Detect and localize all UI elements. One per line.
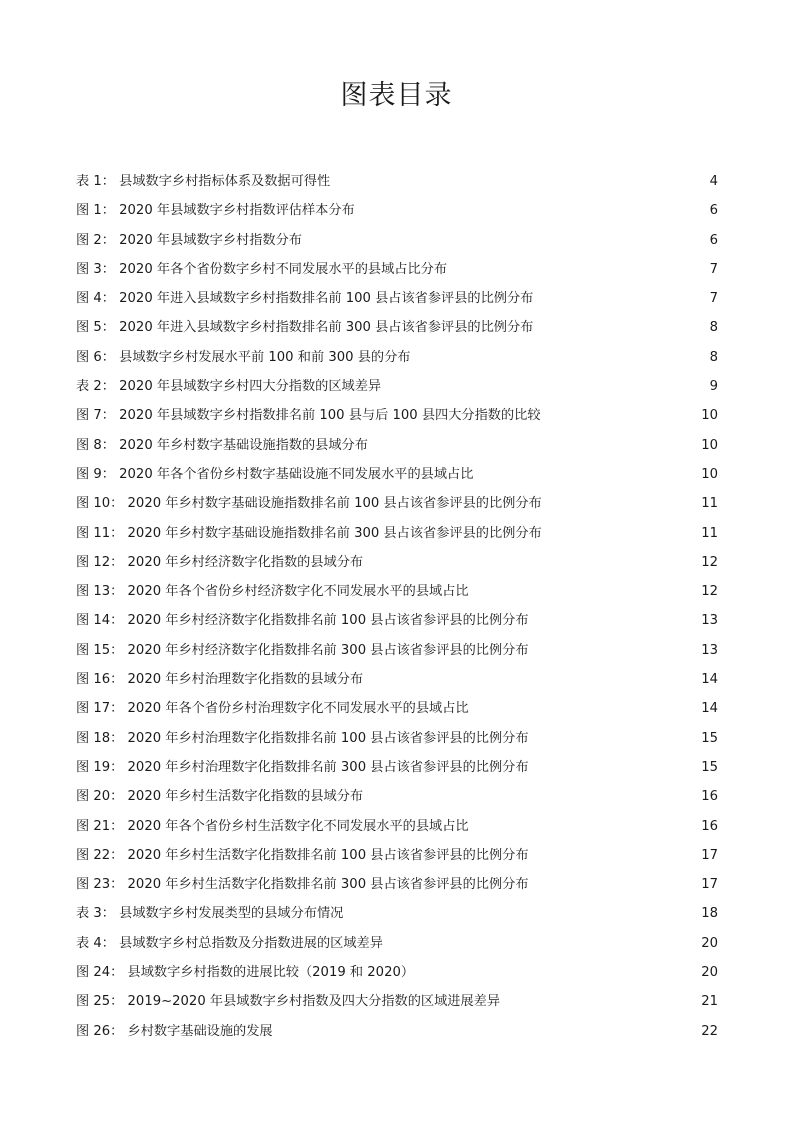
toc-entry[interactable] — [76, 226, 718, 255]
toc-entry-page-number: 20 — [701, 965, 718, 981]
toc-entry[interactable] — [76, 899, 718, 928]
toc-entry-label: 图 5： 2020 年进入县域数字乡村指数排名前 300 县占该省参评县的比例分布 — [76, 320, 534, 336]
toc-entry-page-number: 22 — [701, 1023, 718, 1039]
toc-entry-label: 图 20： 2020 年乡村生活数字化指数的县域分布 — [76, 789, 364, 805]
table-of-figures — [76, 167, 718, 1046]
toc-entry[interactable] — [76, 196, 718, 225]
toc-entry-label: 图 19： 2020 年乡村治理数字化指数排名前 300 县占该省参评县的比例分布 — [76, 759, 529, 775]
toc-entry-label: 图 16： 2020 年乡村治理数字化指数的县域分布 — [76, 672, 364, 688]
toc-entry-page-number: 11 — [701, 525, 718, 541]
toc-entry-label: 图 6： 县域数字乡村发展水平前 100 和前 300 县的分布 — [76, 349, 411, 365]
toc-entry[interactable] — [76, 401, 718, 430]
toc-entry-label: 图 23： 2020 年乡村生活数字化指数排名前 300 县占该省参评县的比例分布 — [76, 877, 529, 893]
toc-entry-page-number: 8 — [709, 320, 718, 336]
toc-entry-page-number: 17 — [701, 847, 718, 863]
toc-entry[interactable] — [76, 431, 718, 460]
toc-entry[interactable] — [76, 958, 718, 987]
toc-entry-page-number: 14 — [701, 701, 718, 717]
toc-entry-page-number: 7 — [709, 291, 718, 307]
toc-entry-page-number: 6 — [709, 232, 718, 248]
toc-entry-label: 图 4： 2020 年进入县域数字乡村指数排名前 100 县占该省参评县的比例分布 — [76, 291, 534, 307]
toc-entry[interactable] — [76, 724, 718, 753]
toc-entry[interactable] — [76, 665, 718, 694]
toc-entry-page-number: 4 — [709, 174, 718, 189]
toc-entry[interactable] — [76, 812, 718, 841]
toc-entry[interactable] — [76, 519, 718, 548]
toc-entry-page-number: 21 — [701, 994, 718, 1010]
toc-entry-page-number: 13 — [701, 613, 718, 629]
toc-entry-label: 表 1： 县域数字乡村指标体系及数据可得性 — [76, 174, 331, 189]
toc-entry-page-number: 9 — [709, 379, 718, 395]
toc-entry-label: 图 12： 2020 年乡村经济数字化指数的县域分布 — [76, 554, 364, 570]
toc-entry[interactable] — [76, 929, 718, 958]
toc-entry-label: 图 24： 县域数字乡村指数的进展比较（2019 和 2020） — [76, 965, 415, 981]
toc-entry-page-number: 10 — [701, 408, 718, 424]
toc-entry-page-number: 12 — [701, 584, 718, 600]
toc-entry-label: 图 17： 2020 年各个省份乡村治理数字化不同发展水平的县域占比 — [76, 701, 469, 717]
toc-entry-page-number: 10 — [701, 466, 718, 482]
toc-entry-label: 图 10： 2020 年乡村数字基础设施指数排名前 100 县占该省参评县的比例分布 — [76, 496, 542, 512]
toc-entry[interactable] — [76, 694, 718, 723]
toc-entry[interactable] — [76, 489, 718, 518]
toc-entry[interactable] — [76, 167, 718, 196]
toc-entry[interactable] — [76, 606, 718, 635]
toc-entry-label: 图 15： 2020 年乡村经济数字化指数排名前 300 县占该省参评县的比例分布 — [76, 642, 529, 658]
toc-entry[interactable] — [76, 284, 718, 313]
toc-entry-label: 图 21： 2020 年各个省份乡村生活数字化不同发展水平的县域占比 — [76, 818, 469, 834]
toc-entry-label: 图 3： 2020 年各个省份数字乡村不同发展水平的县域占比分布 — [76, 261, 448, 277]
toc-entry[interactable] — [76, 548, 718, 577]
toc-entry-label: 图 1： 2020 年县域数字乡村指数评估样本分布 — [76, 203, 355, 219]
toc-entry-label: 图 9： 2020 年各个省份乡村数字基础设施不同发展水平的县域占比 — [76, 466, 474, 482]
toc-entry-page-number: 15 — [701, 730, 718, 746]
toc-entry-label: 表 4： 县域数字乡村总指数及分指数进展的区域差异 — [76, 935, 383, 951]
toc-entry-label: 表 3： 县域数字乡村发展类型的县域分布情况 — [76, 906, 344, 922]
toc-entry-label: 图 18： 2020 年乡村治理数字化指数排名前 100 县占该省参评县的比例分布 — [76, 730, 529, 746]
toc-entry-page-number: 18 — [701, 906, 718, 922]
toc-entry-page-number: 10 — [701, 437, 718, 453]
toc-entry[interactable] — [76, 343, 718, 372]
toc-entry-page-number: 6 — [709, 203, 718, 219]
toc-entry-page-number: 14 — [701, 672, 718, 688]
toc-entry[interactable] — [76, 636, 718, 665]
toc-entry-page-number: 8 — [709, 349, 718, 365]
toc-entry-page-number: 17 — [701, 877, 718, 893]
toc-entry-page-number: 12 — [701, 554, 718, 570]
toc-entry-page-number: 13 — [701, 642, 718, 658]
page-title: 图表目录 — [340, 80, 453, 111]
toc-entry-page-number: 15 — [701, 759, 718, 775]
toc-entry-label: 表 2： 2020 年县域数字乡村四大分指数的区域差异 — [76, 379, 382, 395]
toc-entry-page-number: 20 — [701, 935, 718, 951]
toc-entry-label: 图 14： 2020 年乡村经济数字化指数排名前 100 县占该省参评县的比例分布 — [76, 613, 529, 629]
toc-entry-label: 图 7： 2020 年县域数字乡村指数排名前 100 县与后 100 县四大分指数的比较 — [76, 408, 541, 424]
toc-entry[interactable] — [76, 313, 718, 342]
toc-entry[interactable] — [76, 577, 718, 606]
toc-entry-label: 图 25： 2019~2020 年县域数字乡村指数及四大分指数的区域进展差异 — [76, 994, 501, 1010]
toc-entry-label: 图 2： 2020 年县域数字乡村指数分布 — [76, 232, 302, 248]
toc-entry-label: 图 11： 2020 年乡村数字基础设施指数排名前 300 县占该省参评县的比例分布 — [76, 525, 542, 541]
toc-entry-label: 图 22： 2020 年乡村生活数字化指数排名前 100 县占该省参评县的比例分布 — [76, 847, 529, 863]
toc-entry[interactable] — [76, 753, 718, 782]
toc-entry[interactable] — [76, 1017, 718, 1046]
toc-entry[interactable] — [76, 987, 718, 1016]
toc-entry-page-number: 11 — [701, 496, 718, 512]
toc-entry[interactable] — [76, 460, 718, 489]
toc-entry[interactable] — [76, 841, 718, 870]
toc-entry[interactable] — [76, 255, 718, 284]
toc-entry[interactable] — [76, 870, 718, 899]
toc-entry-label: 图 26： 乡村数字基础设施的发展 — [76, 1023, 273, 1039]
toc-entry-page-number: 16 — [701, 818, 718, 834]
toc-entry[interactable] — [76, 782, 718, 811]
toc-entry[interactable] — [76, 372, 718, 401]
toc-entry-page-number: 7 — [709, 261, 718, 277]
toc-entry-label: 图 8： 2020 年乡村数字基础设施指数的县域分布 — [76, 437, 368, 453]
toc-entry-page-number: 16 — [701, 789, 718, 805]
toc-entry-label: 图 13： 2020 年各个省份乡村经济数字化不同发展水平的县域占比 — [76, 584, 469, 600]
